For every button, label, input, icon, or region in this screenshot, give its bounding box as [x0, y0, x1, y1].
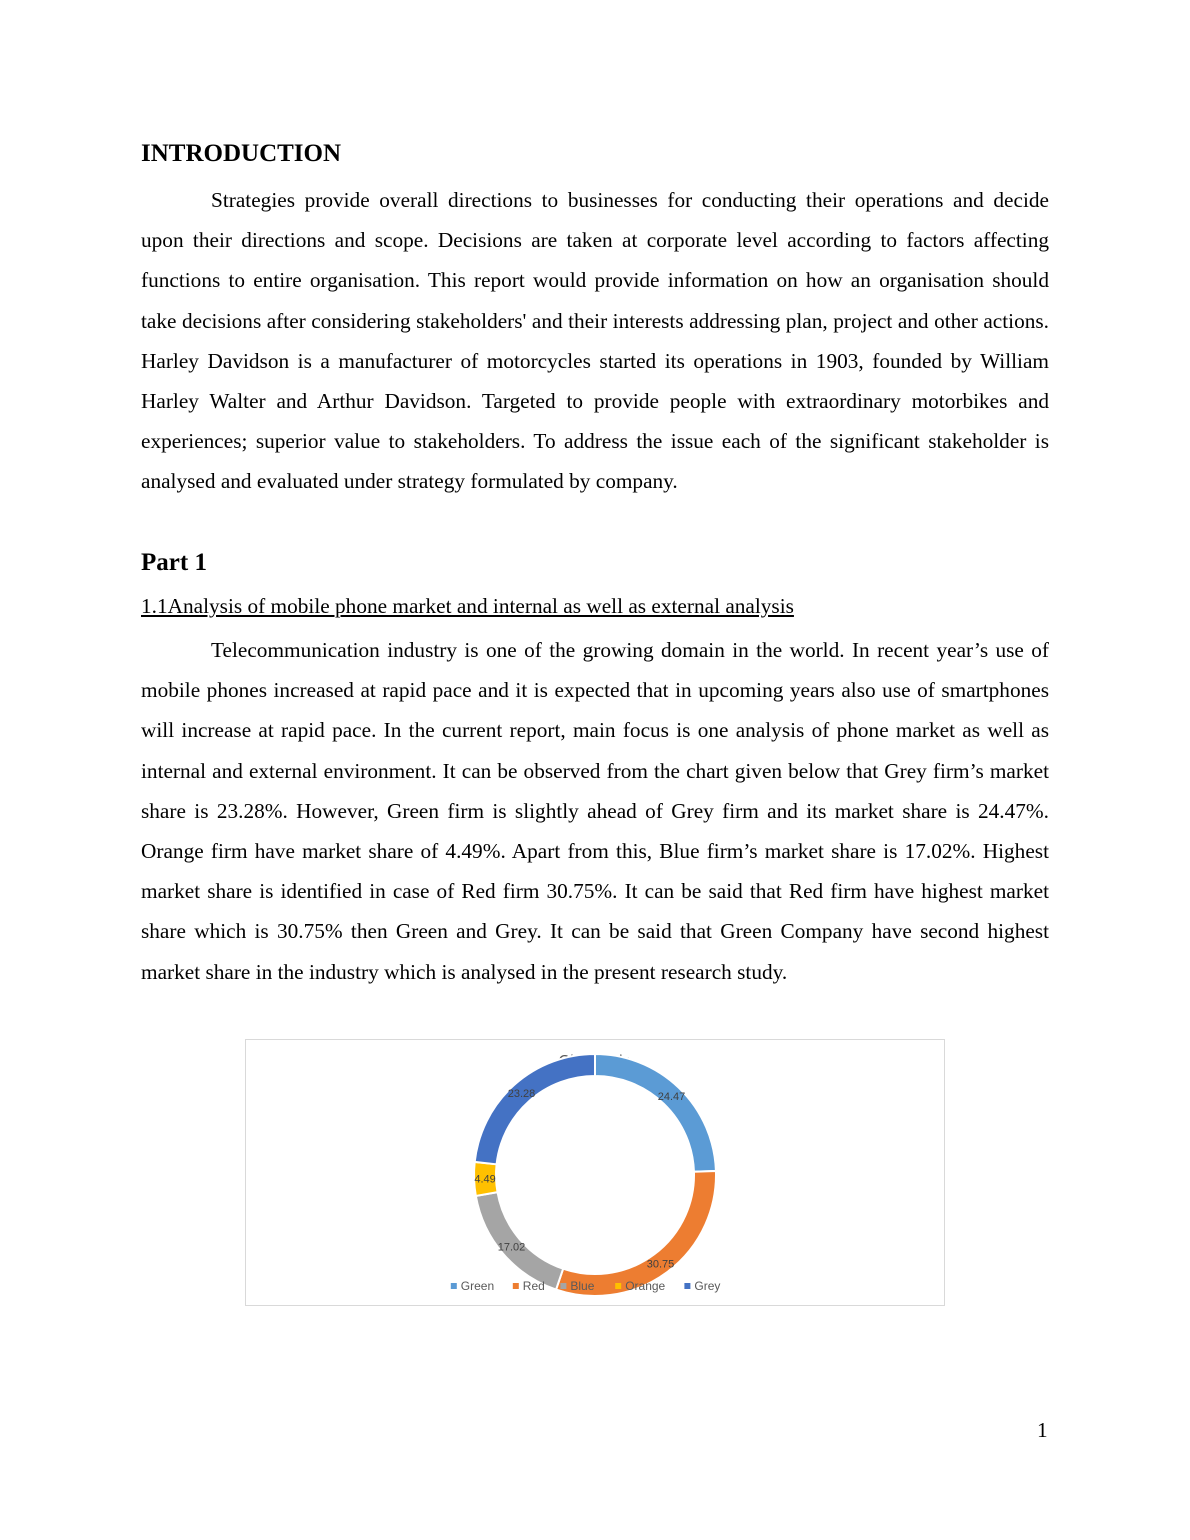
market-share-chart: [245, 1039, 945, 1306]
donut-label-green: 24.47: [657, 1090, 686, 1103]
donut-slice-grey: [475, 1054, 595, 1164]
legend-swatch-blue: [560, 1283, 566, 1289]
legend-swatch-red: [513, 1283, 519, 1289]
page-number: 1: [1037, 1418, 1048, 1442]
legend-swatch-grey: [684, 1283, 690, 1289]
legend-label-green: Green: [460, 1279, 495, 1293]
introduction-heading: INTRODUCTION: [141, 140, 342, 167]
legend-label-grey: Grey: [694, 1279, 721, 1293]
donut-label-grey: 23.28: [507, 1088, 536, 1101]
donut-slice-green: [595, 1054, 716, 1172]
donut-chart-svg: [246, 1040, 944, 1305]
section-heading: 1.1Analysis of mobile phone market and internal as well as external analysis: [141, 594, 794, 618]
donut-label-orange: 4.49: [474, 1173, 496, 1186]
legend-label-orange: Orange: [625, 1279, 666, 1293]
legend-swatch-orange: [615, 1283, 621, 1289]
legend-swatch-green: [451, 1283, 457, 1289]
part-heading: Part 1: [141, 549, 207, 576]
donut-label-red: 30.75: [646, 1258, 675, 1271]
intro-paragraph: Strategies provide overall directions to businesses for conducting their operations and decide upon their directions and scope. Decisions are taken at corporate level according to factors affecting functions to entire organisation. This report would provide information on how an organisation should take decisions after considering stakeholders' and their interests addressing plan, project and other actions. Harley Davidson is a manufacturer of motorcycles started its operations in 1903, founded by William Harley Walter and Arthur Davidson. Targeted to provide people with extraordinary motorbikes and experiences; superior value to stakeholders. To address the issue each of the significant stakeholder is analysed and evaluated under strategy formulated by company.: [141, 188, 1049, 494]
donut-label-blue: 17.02: [497, 1241, 526, 1254]
section-paragraph: Telecommunication industry is one of the growing domain in the world. In recent year’s use of mobile phones increased at rapid pace and it is expected that in upcoming years also use of smartphones will increase at rapid pace. In the current report, main focus is one analysis of phone market as well as internal and external environment. It can be observed from the chart given below that Grey firm’s market share is 23.28%. However, Green firm is slightly ahead of Grey firm and its market share is 24.47%. Orange firm have market share of 4.49%. Apart from this, Blue firm’s market share is 17.02%. Highest market share is identified in case of Red firm 30.75%. It can be said that Red firm have highest market share which is 30.75% then Green and Grey. It can be said that Green Company have second highest market share in the industry which is analysed in the present research study.: [141, 638, 1049, 984]
legend-label-blue: Blue: [570, 1279, 595, 1293]
donut-slice-red: [556, 1171, 716, 1296]
legend-label-red: Red: [522, 1279, 545, 1293]
